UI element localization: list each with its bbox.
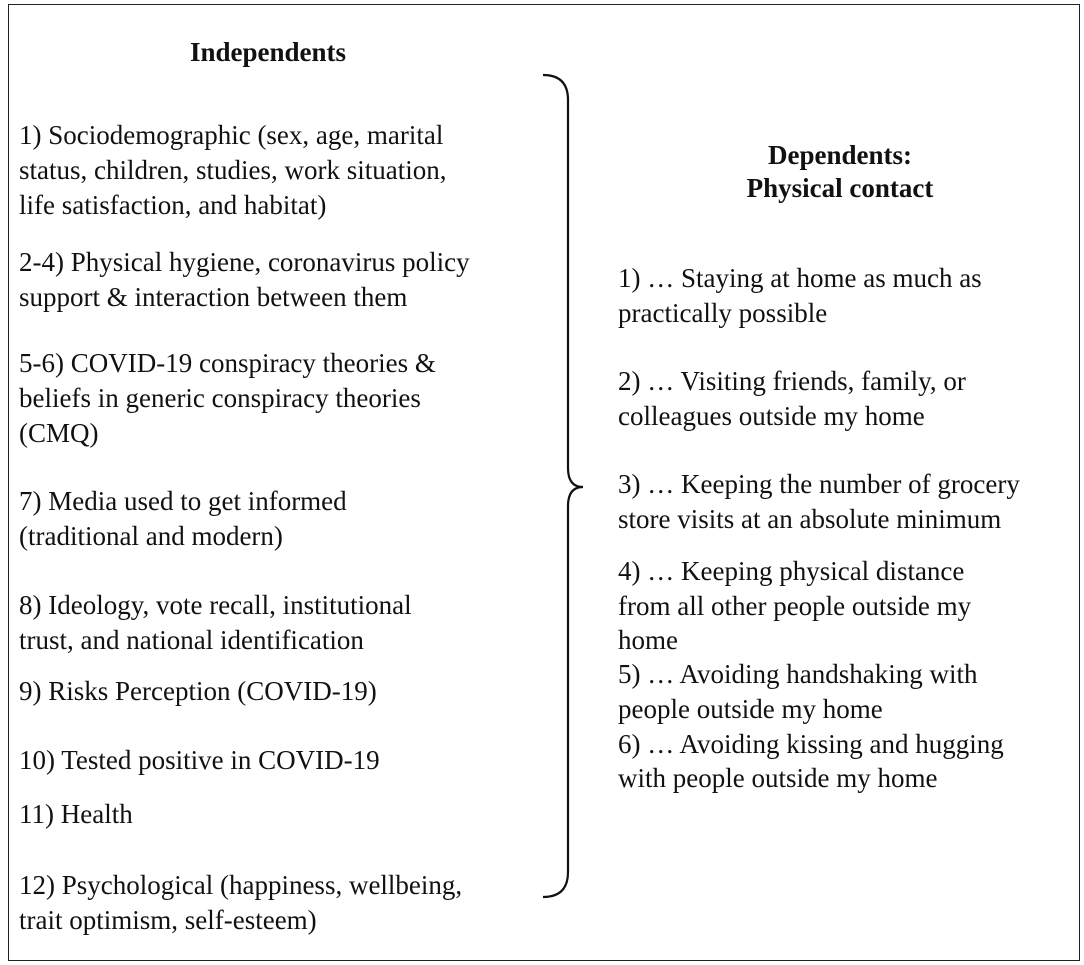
physical-contact-heading: Physical contact — [746, 173, 934, 203]
dependent-5-line-1: 5) … Avoiding handshaking with — [618, 659, 978, 689]
independent-4-line-2: (traditional and modern) — [19, 521, 283, 551]
independent-4-line-1: 7) Media used to get informed — [19, 486, 347, 516]
dependent-4-line-2: from all other people outside my — [618, 591, 972, 621]
independent-5-line-1: 8) Ideology, vote recall, institutional — [19, 590, 412, 620]
independent-2-line-2: support & interaction between them — [19, 282, 408, 312]
independent-6-line-1: 9) Risks Perception (COVID-19) — [19, 676, 377, 706]
independent-9-line-2: trait optimism, self-esteem) — [19, 905, 317, 935]
independent-8-line-1: 11) Health — [19, 799, 133, 829]
independent-9-line-1: 12) Psychological (happiness, wellbeing, — [19, 870, 463, 900]
dependent-3-line-2: store visits at an absolute minimum — [618, 504, 1002, 534]
independent-1-line-2: status, children, studies, work situation, — [19, 155, 447, 185]
independent-3-line-1: 5-6) COVID-19 conspiracy theories & — [19, 348, 436, 378]
independent-3-line-2: beliefs in generic conspiracy theories — [19, 383, 421, 413]
dependent-2-line-2: colleagues outside my home — [618, 401, 925, 431]
dependent-3-line-1: 3) … Keeping the number of grocery — [618, 469, 1020, 499]
dependent-5-line-2: people outside my home — [618, 694, 883, 724]
dependent-6-line-2: with people outside my home — [618, 763, 938, 793]
independent-3-line-3: (CMQ) — [19, 418, 99, 448]
independent-1-line-3: life satisfaction, and habitat) — [19, 190, 327, 220]
dependent-1-line-2: practically possible — [618, 298, 828, 328]
dependent-4-line-1: 4) … Keeping physical distance — [618, 556, 965, 586]
independent-1-line-1: 1) Sociodemographic (sex, age, marital — [19, 120, 444, 150]
dependent-4-line-3: home — [618, 625, 678, 655]
independent-2-line-1: 2-4) Physical hygiene, coronavirus policy — [19, 247, 470, 277]
independent-7-line-1: 10) Tested positive in COVID-19 — [19, 745, 380, 775]
independents-heading: Independents — [189, 37, 347, 67]
dependent-2-line-1: 2) … Visiting friends, family, or — [618, 366, 966, 396]
dependent-1-line-1: 1) … Staying at home as much as — [618, 263, 982, 293]
dependents-heading: Dependents: — [767, 140, 912, 170]
independent-5-line-2: trust, and national identification — [19, 625, 364, 655]
dependent-6-line-1: 6) … Avoiding kissing and hugging — [618, 729, 1004, 759]
